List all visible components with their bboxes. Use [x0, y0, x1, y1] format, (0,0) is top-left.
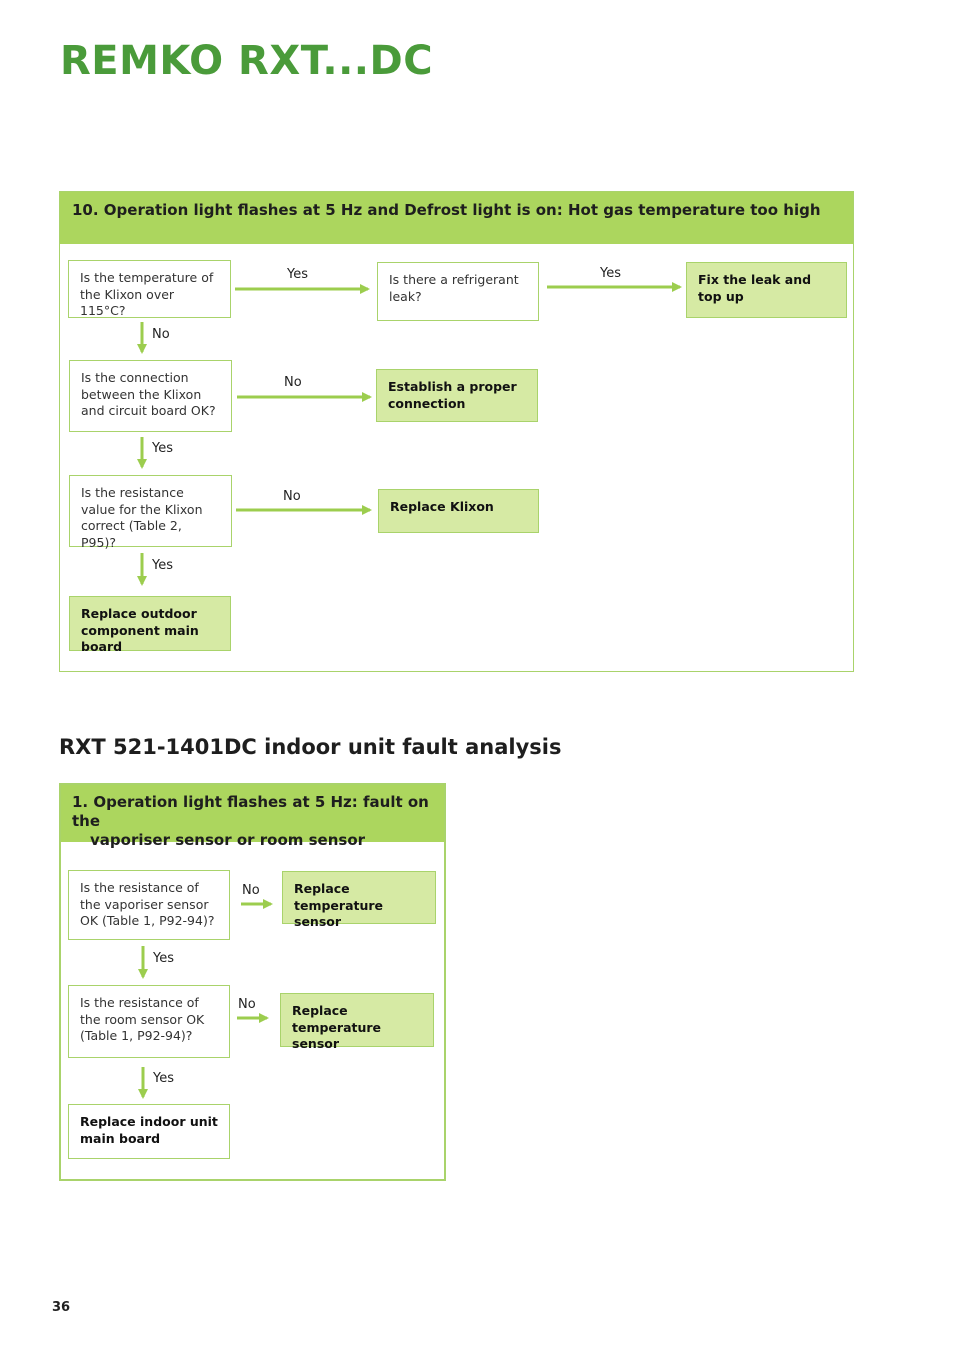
action-establish-connection: Establish a proper connection [376, 369, 538, 422]
fault-panel-sensor-heading-line1: 1. Operation light flashes at 5 Hz: fault on the [72, 793, 429, 830]
action-fix-leak: Fix the leak and top up [686, 262, 847, 318]
label-no: No [283, 489, 301, 504]
fault-panel-sensor-heading-line2: vaporiser sensor or room sensor [90, 831, 366, 849]
label-no: No [284, 375, 302, 390]
section-title: RXT 521-1401DC indoor unit fault analysis [59, 735, 562, 759]
question-room-sensor: Is the resistance of the room sensor OK (Table 1, P92-94)? [68, 985, 230, 1058]
brand-title: REMKO RXT...DC [60, 38, 434, 84]
label-yes: Yes [287, 267, 308, 282]
question-refrigerant-leak: Is there a refrigerant leak? [377, 262, 539, 321]
label-no: No [152, 327, 170, 342]
label-no: No [242, 883, 260, 898]
fault-panel-hot-gas-heading: 10. Operation light flashes at 5 Hz and Defrost light is on: Hot gas temperature too high [60, 192, 853, 244]
label-yes: Yes [600, 266, 621, 281]
label-yes: Yes [153, 1071, 174, 1086]
label-no: No [238, 997, 256, 1012]
question-klixon-connection: Is the connection between the Klixon and circuit board OK? [69, 360, 232, 432]
question-vaporiser-sensor: Is the resistance of the vaporiser sensor OK (Table 1, P92-94)? [68, 870, 230, 940]
label-yes: Yes [153, 951, 174, 966]
action-replace-temperature-sensor: Replace temperature sensor [282, 871, 436, 924]
action-replace-outdoor-main-board: Replace outdoor component main board [69, 596, 231, 651]
question-klixon-resistance: Is the resistance value for the Klixon correct (Table 2, P95)? [69, 475, 232, 547]
label-yes: Yes [152, 441, 173, 456]
label-yes: Yes [152, 558, 173, 573]
action-replace-klixon: Replace Klixon [378, 489, 539, 533]
page-number: 36 [52, 1300, 71, 1315]
question-klixon-temperature: Is the temperature of the Klixon over 115°C? [68, 260, 231, 318]
action-replace-temperature-sensor: Replace temperature sensor [280, 993, 434, 1047]
action-replace-indoor-main-board: Replace indoor unit main board [68, 1104, 230, 1159]
